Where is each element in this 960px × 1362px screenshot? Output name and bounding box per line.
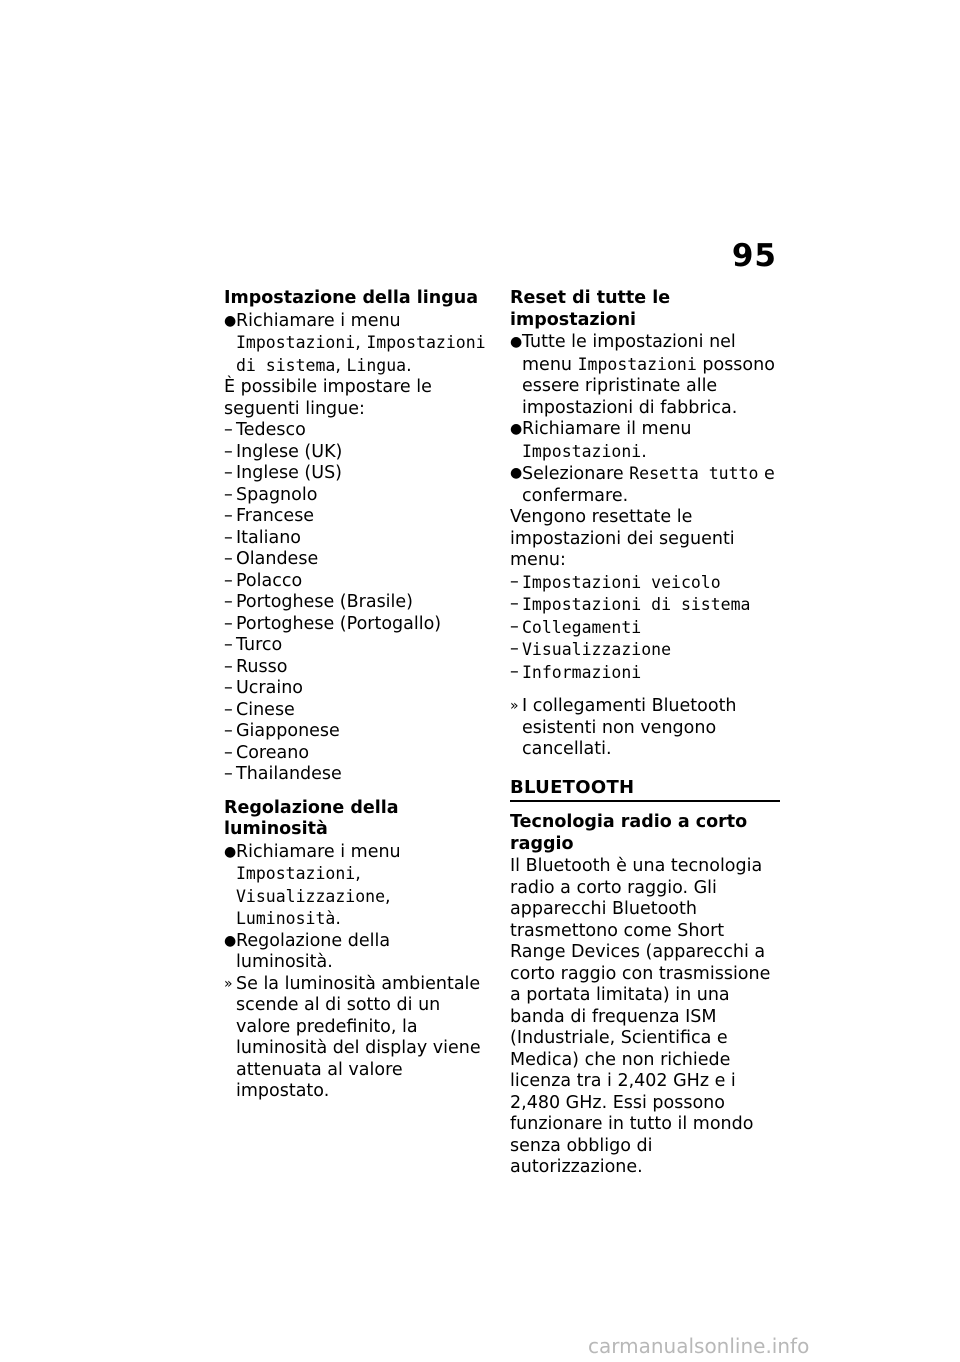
menu-ref: Impostazioni (236, 333, 356, 352)
language-item (224, 592, 492, 614)
language-item-text: Cinese (236, 699, 295, 720)
bullet-icon: ● (510, 465, 523, 481)
step-text: Richiamare i menu (236, 841, 401, 862)
menu-item-text: Impostazioni veicolo (522, 572, 721, 592)
menu-item-text: Informazioni (522, 662, 642, 682)
left-column (224, 288, 492, 1103)
language-item-text: Tedesco (236, 420, 306, 440)
step-lingua-1: ● Richiamare i menu Impostazioni, Impostazioni di sistema, Lingua. (224, 310, 486, 376)
result-text: Se la luminosità ambientale scende al di sotto di un valore predefinito, la luminosità del display viene attenuata al valore impostato. (236, 973, 481, 1101)
heading-reset: Reset di tutte le impostazioni (510, 288, 671, 330)
step-reset-3 (510, 463, 780, 507)
menu-item (510, 572, 780, 595)
menu-item (510, 639, 780, 662)
result-luminosita (224, 974, 492, 1103)
step-text: possono essere ripristinate alle impostazioni di fabbrica. (522, 354, 775, 418)
result-arrow-icon: » (224, 975, 233, 992)
step-reset-2: ● Richiamare il menu Impostazioni. (510, 419, 692, 462)
menu-ref: Visualizzazione (236, 886, 386, 906)
watermark: carmanualsonline.info (588, 1334, 810, 1358)
language-item-text: Olandese (236, 549, 319, 569)
language-item (224, 420, 492, 442)
bullet-icon: ● (224, 312, 237, 329)
language-item-text: Italiano (236, 527, 301, 548)
right-column (510, 288, 780, 1179)
language-item (224, 442, 492, 464)
bullet-icon: ● (510, 334, 523, 350)
result-arrow-icon: » (510, 698, 519, 714)
language-item (224, 571, 492, 593)
menu-item-text: Visualizzazione (522, 640, 672, 659)
language-item-text: Portoghese (Portogallo) (236, 613, 442, 634)
language-item-text: Ucraino (236, 678, 304, 698)
language-item-text: Giapponese (236, 721, 340, 741)
menu-ref: Impostazioni di sistema (236, 333, 486, 375)
language-item-text: Polacco (236, 570, 303, 591)
language-item (224, 506, 492, 528)
result-reset (510, 696, 780, 761)
language-item (224, 485, 492, 507)
bullet-icon: ● (510, 421, 523, 437)
bluetooth-body: Il Bluetooth è una tecnologia radio a corto raggio. Gli apparecchi Bluetooth trasmettono come Short Range Devices (apparecchi a corto raggio con trasmissione a portata limitata) in una banda di frequenza ISM (Industriale, Scientifica e Medica) che non richiede licenza tra i 2,402 GHz e i 2,480 GHz. Essi possono funzionare in tutto il mondo senza obbligo di autorizzazione. (510, 856, 771, 1177)
step-reset-1 (510, 332, 780, 419)
bullet-icon: ● (224, 932, 237, 949)
step-text: Selezionare (522, 464, 624, 484)
menu-item-text: Collegamenti (522, 617, 642, 637)
language-item-text: Coreano (236, 742, 310, 763)
language-item (224, 463, 492, 485)
language-item (224, 528, 492, 550)
heading-bluetooth: Tecnologia radio a corto raggio (510, 812, 748, 854)
menu-ref: Impostazioni (522, 441, 642, 461)
menu-ref: Impostazioni (577, 354, 697, 374)
language-item (224, 678, 492, 700)
language-item-text: Portoghese (Brasile) (236, 592, 413, 612)
language-item-text: Spagnolo (236, 484, 318, 505)
section-title-bluetooth: BLUETOOTH (510, 777, 780, 803)
result-text: I collegamenti Bluetooth esistenti non vengono cancellati. (522, 696, 737, 759)
step-text: Richiamare il menu (522, 419, 692, 439)
language-item-text: Russo (236, 656, 288, 677)
language-item (224, 635, 492, 657)
language-item-text: Inglese (UK) (236, 441, 343, 462)
language-item (224, 700, 492, 722)
language-item (224, 549, 492, 571)
menu-item (510, 594, 780, 617)
language-item-text: Turco (236, 635, 283, 655)
languages-intro: È possibile impostare le seguenti lingue: (224, 377, 432, 419)
step-text: Tutte le impostazioni nel menu (522, 332, 736, 375)
reset-intro: Vengono resettate le impostazioni dei seguenti menu: (510, 507, 735, 570)
step-text: Regolazione della luminosità. (236, 930, 391, 972)
language-item-text: Thailandese (236, 764, 342, 784)
heading-luminosita: Regolazione della luminosità (224, 797, 399, 839)
page-number: 95 (731, 238, 777, 274)
step-text: e confermare. (522, 464, 775, 506)
menu-ref: Impostazioni (236, 864, 356, 883)
language-item (224, 743, 492, 765)
language-item-text: Francese (236, 506, 315, 526)
menu-ref: Luminosità (236, 909, 336, 928)
language-item (224, 657, 492, 679)
language-item (224, 721, 492, 743)
language-item-text: Inglese (US) (236, 463, 343, 483)
step-text: Richiamare i menu (236, 310, 401, 331)
menu-ref: Resetta tutto (629, 464, 759, 483)
menu-item-text: Impostazioni di sistema (522, 595, 751, 614)
reset-menu-list (510, 572, 780, 685)
bullet-icon: ● (224, 843, 237, 860)
menu-item (510, 662, 780, 685)
menu-item (510, 617, 780, 640)
step-luminosita-2 (224, 931, 492, 974)
language-item (224, 614, 492, 636)
language-item (224, 764, 492, 786)
heading-lingua: Impostazione della lingua (224, 288, 479, 308)
step-luminosita-1: ● Richiamare i menu Impostazioni, Visualizzazione, Luminosità. (224, 841, 401, 929)
menu-ref: Lingua (346, 355, 407, 375)
language-list (224, 420, 492, 786)
